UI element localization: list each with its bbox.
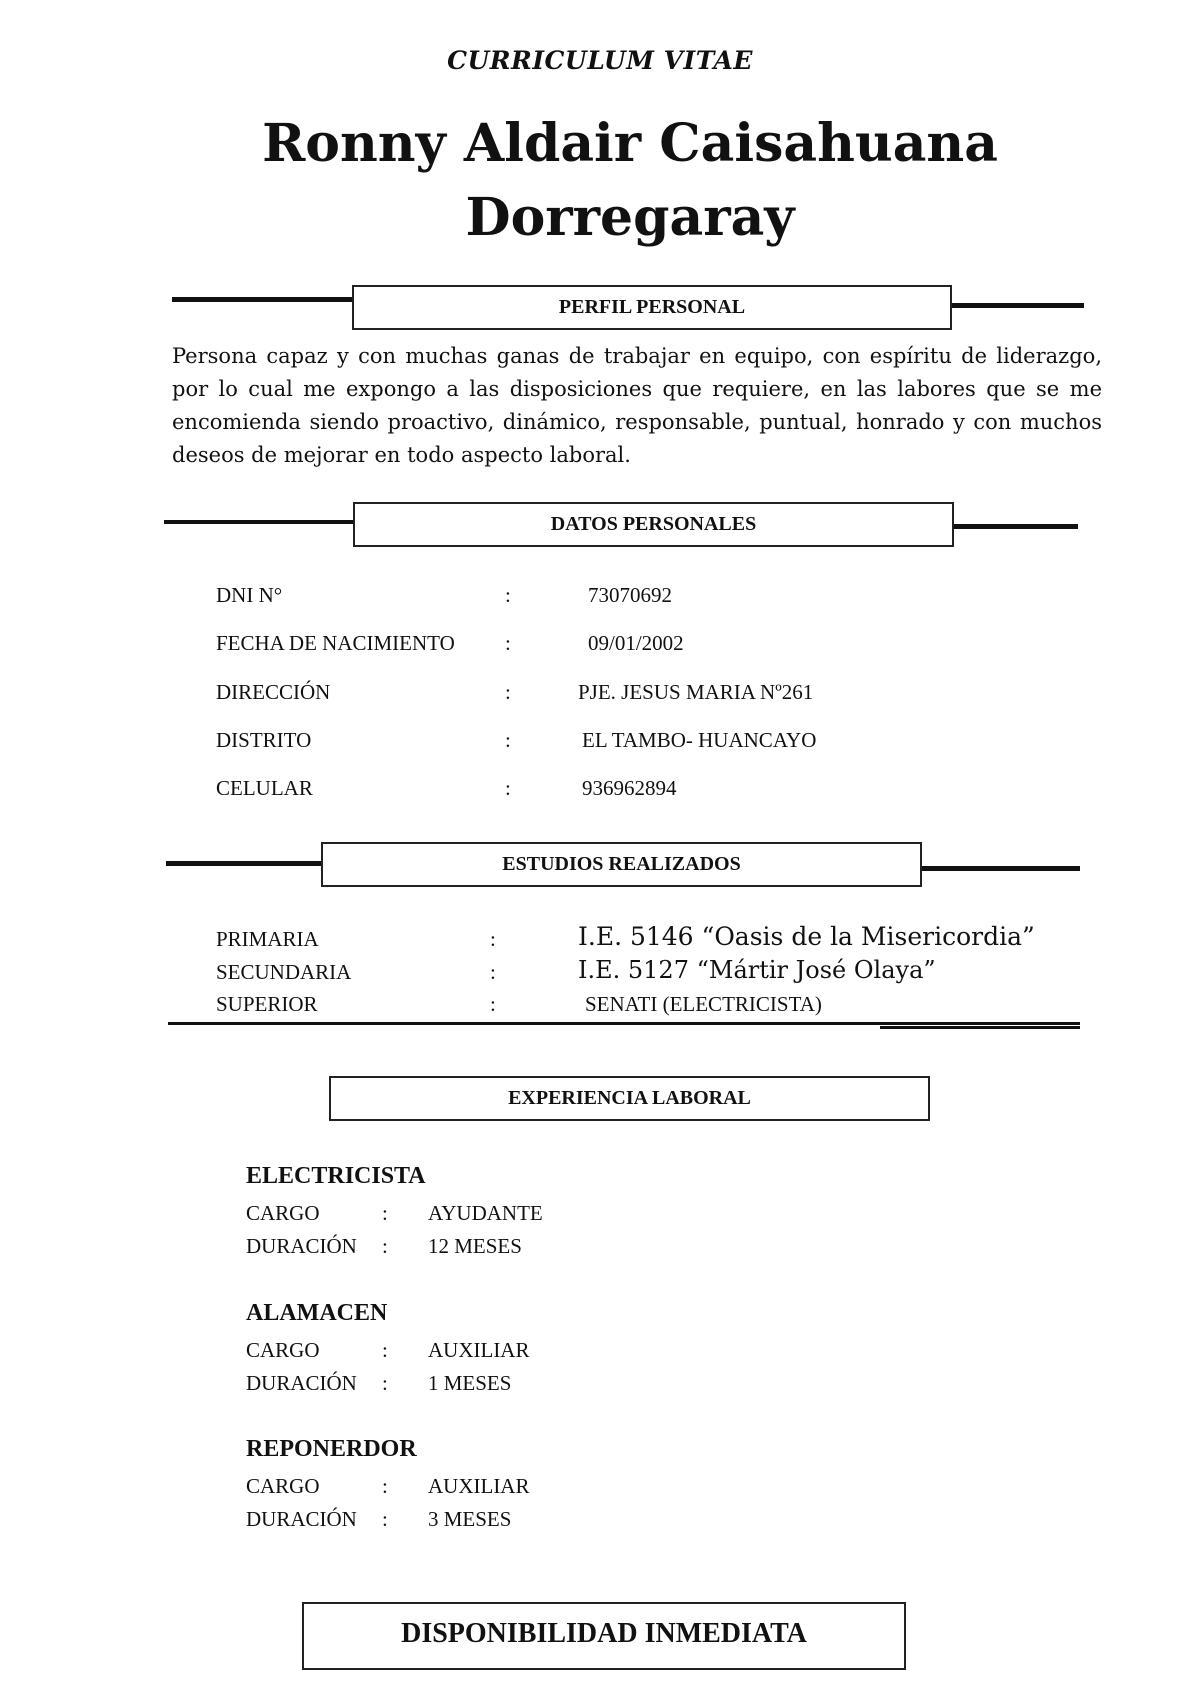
phone-separator: : [505, 776, 511, 800]
job-duracion-label: DURACIÓN [246, 1507, 357, 1531]
job-duracion-separator: : [382, 1234, 388, 1258]
person-name-line-2: Dorregaray [465, 187, 795, 248]
section-title-estudios: ESTUDIOS REALIZADOS [321, 842, 922, 887]
job-cargo-separator: : [382, 1474, 388, 1498]
phone-label: CELULAR [216, 776, 313, 800]
address-label: DIRECCIÓN [216, 680, 331, 704]
district-label: DISTRITO [216, 728, 312, 752]
profile-text: Persona capaz y con muchas ganas de trabajar en equipo, con espíritu de liderazgo, por lo cual me expongo a las disposiciones que requiere, en las labores que se me encomienda siendo proactivo, dinámico, responsable, puntual, honrado y con muchos deseos de mejorar en todo aspecto laboral. [172, 344, 1102, 467]
superior-label: SUPERIOR [216, 992, 318, 1016]
section-rule-left [172, 297, 352, 302]
person-name-line-1: Ronny Aldair Caisahuana [262, 113, 998, 174]
job-duracion-separator: : [382, 1371, 388, 1395]
job-cargo-value: AUXILIAR [428, 1338, 530, 1362]
section-rule-right [952, 524, 1078, 529]
superior-value: SENATI (ELECTRICISTA) [585, 992, 822, 1016]
job-cargo-value: AUXILIAR [428, 1474, 530, 1498]
birthdate-label: FECHA DE NACIMIENTO [216, 631, 455, 655]
primaria-value: I.E. 5146 “Oasis de la Misericordia” [578, 922, 1035, 951]
section-title-experiencia: EXPERIENCIA LABORAL [329, 1076, 930, 1121]
section-rule-left [164, 520, 354, 524]
phone-value: 936962894 [582, 776, 677, 800]
availability-banner: DISPONIBILIDAD INMEDIATA [302, 1602, 906, 1670]
district-separator: : [505, 728, 511, 752]
section-rule-right [920, 866, 1080, 871]
job-cargo-separator: : [382, 1338, 388, 1362]
birthdate-value: 09/01/2002 [588, 631, 684, 655]
job-duracion-value: 3 MESES [428, 1507, 512, 1531]
job-duracion-label: DURACIÓN [246, 1371, 357, 1395]
birthdate-separator: : [505, 631, 511, 655]
address-value: PJE. JESUS MARIA Nº261 [578, 680, 814, 704]
address-separator: : [505, 680, 511, 704]
section-divider [168, 1022, 1080, 1025]
job-duracion-separator: : [382, 1507, 388, 1531]
secundaria-label: SECUNDARIA [216, 960, 352, 984]
job-cargo-value: AYUDANTE [428, 1201, 543, 1225]
job-cargo-label: CARGO [246, 1474, 320, 1498]
primaria-label: PRIMARIA [216, 927, 319, 951]
district-value: EL TAMBO- HUANCAYO [582, 728, 817, 752]
secundaria-separator: : [490, 960, 496, 984]
job-cargo-separator: : [382, 1201, 388, 1225]
document-title: CURRICULUM VITAE [447, 46, 753, 75]
section-rule-left [166, 861, 322, 866]
job-cargo-label: CARGO [246, 1201, 320, 1225]
superior-separator: : [490, 992, 496, 1016]
section-title-datos: DATOS PERSONALES [353, 502, 954, 547]
dni-label: DNI N° [216, 583, 283, 607]
section-rule-right [950, 303, 1084, 308]
job-cargo-label: CARGO [246, 1338, 320, 1362]
dni-value: 73070692 [588, 583, 672, 607]
dni-separator: : [505, 583, 511, 607]
section-title-perfil: PERFIL PERSONAL [352, 285, 952, 330]
job-title-electricista: ELECTRICISTA [246, 1163, 426, 1189]
job-title-almacen: ALAMACEN [246, 1300, 388, 1326]
job-title-reponedor: REPONERDOR [246, 1436, 417, 1462]
primaria-separator: : [490, 927, 496, 951]
job-duracion-value: 1 MESES [428, 1371, 512, 1395]
section-divider-accent [880, 1026, 1080, 1029]
job-duracion-label: DURACIÓN [246, 1234, 357, 1258]
job-duracion-value: 12 MESES [428, 1234, 522, 1258]
secundaria-value: I.E. 5127 “Mártir José Olaya” [578, 956, 936, 984]
